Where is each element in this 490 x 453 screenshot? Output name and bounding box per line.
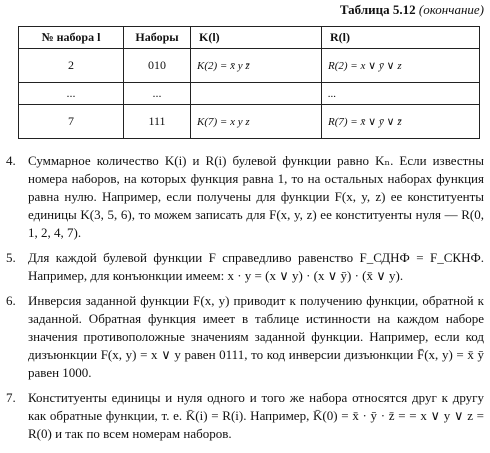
truth-table xyxy=(18,26,480,139)
item-number: 7. xyxy=(6,390,16,405)
cell-num: 2 xyxy=(19,49,124,83)
item-number: 6. xyxy=(6,293,16,308)
cell-k: K(7) = x y z xyxy=(191,105,322,139)
cell-k xyxy=(191,83,322,105)
table-caption xyxy=(340,2,484,18)
cell-num: 7 xyxy=(19,105,124,139)
table-header-row xyxy=(19,27,480,49)
cell-set: ... xyxy=(124,83,191,105)
item-text: Инверсия заданной функции F(x, y) приводит к получению функции, обратной к заданной. Обратная функция имеет в таблице истинности на каждом наборе значения противоположные значениям заданной функции. Например, если код дизъюнкции F(x, y) = x ∨ y равен 0111, то код инверсии дизъюнкции F̄(x, y) = x̄ ȳ равен 1000. xyxy=(28,293,484,380)
table-row xyxy=(19,49,480,83)
cell-set: 111 xyxy=(124,105,191,139)
header-r: R(l) xyxy=(322,27,480,49)
item-text: Суммарное количество K(i) и R(i) булевой функции равно Kₙ. Если известны номера наборов, на которых функция равна 1, то на остальных наборах функция равна нулю. Например, если получены для функции F(x, y, z) ее конституенты единицы K(3, 5, 6), то можем записать для F(x, y, z) ее конституенты нуля — R(0, 1, 2, 4, 7). xyxy=(28,153,484,240)
cell-r: R(7) = x̄ ∨ ȳ ∨ z̄ xyxy=(322,105,480,139)
table-row xyxy=(19,83,480,105)
list-item xyxy=(6,292,484,382)
numbered-list xyxy=(6,152,484,450)
list-item xyxy=(6,249,484,285)
item-number: 4. xyxy=(6,153,16,168)
caption-note: (окончание) xyxy=(418,2,484,17)
header-sets: Наборы xyxy=(124,27,191,49)
table-row xyxy=(19,105,480,139)
header-k: K(l) xyxy=(191,27,322,49)
caption-title: Таблица 5.12 xyxy=(339,2,416,17)
header-set-number: № набора l xyxy=(19,27,124,49)
cell-k: K(2) = x̄ y z̄ xyxy=(191,49,322,83)
item-text: Конституенты единицы и нуля одного и того же набора относятся друг к другу как обратные функции, т. е. K̄(i) = R(i). Например, K̄(0) = x̄ · ȳ · z̄ = = x ∨ y ∨ z = R(0) и так по всем номерам наборов. xyxy=(28,390,484,441)
cell-r: ... xyxy=(322,83,480,105)
item-text: Для каждой булевой функции F справедливо равенство F_СДНФ = F_СКНФ. Например, для конъюнкции имеем: x · y = (x ∨ y) · (x ∨ ȳ) · (x̄ ∨ y). xyxy=(28,250,484,283)
list-item xyxy=(6,152,484,242)
cell-set: 010 xyxy=(124,49,191,83)
cell-r: R(2) = x ∨ ȳ ∨ z xyxy=(322,49,480,83)
item-number: 5. xyxy=(6,250,16,265)
list-item xyxy=(6,389,484,443)
cell-num: ... xyxy=(19,83,124,105)
